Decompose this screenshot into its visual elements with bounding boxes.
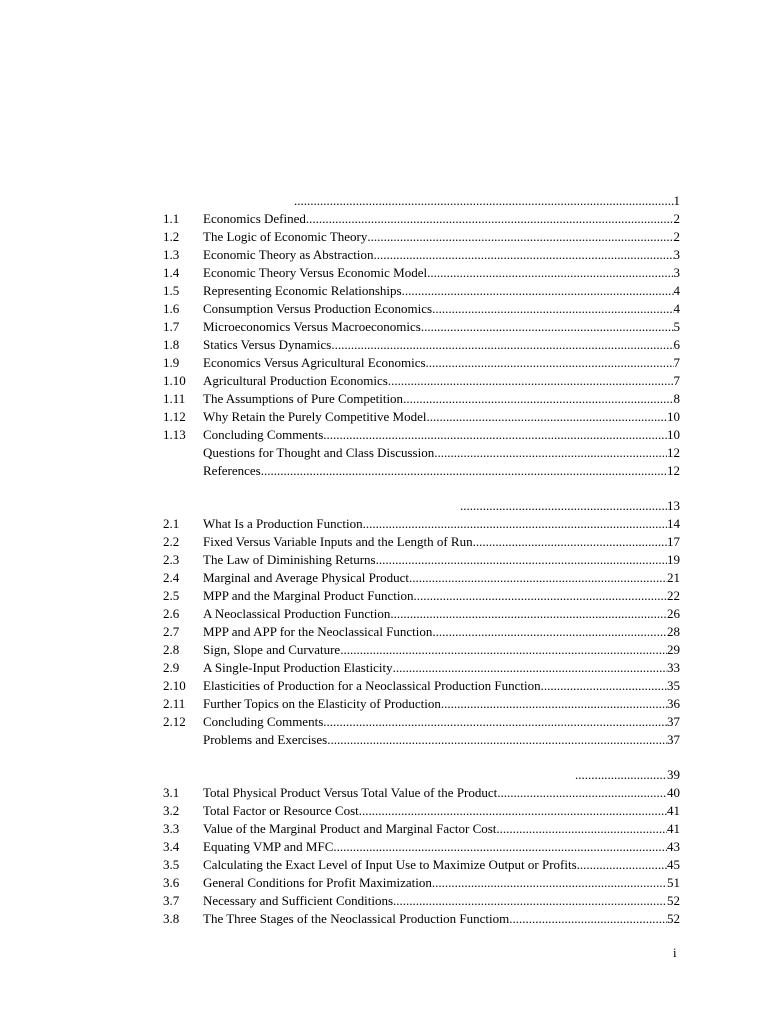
section-page-number: 26	[667, 606, 680, 621]
toc-entry[interactable]	[163, 318, 680, 336]
section-title: Concluding Comments	[203, 427, 324, 442]
dot-leader	[427, 408, 668, 426]
dot-leader	[393, 892, 667, 910]
toc-entry[interactable]	[163, 587, 680, 605]
section-number: 1.1	[163, 211, 180, 226]
toc-entry[interactable]	[163, 838, 680, 856]
section-number: 3.7	[163, 893, 180, 908]
section-page-number: 3	[673, 247, 680, 262]
section-title: Economics Defined	[203, 211, 306, 226]
section-number: 2.1	[163, 516, 180, 531]
dot-leader	[367, 228, 673, 246]
section-page-number: 5	[673, 319, 680, 334]
toc-entry[interactable]	[163, 300, 680, 318]
section-page-number: 7	[673, 373, 680, 388]
toc-entry[interactable]	[163, 820, 680, 838]
section-number: 2.10	[163, 678, 186, 693]
section-title: Microeconomics Versus Macroeconomics	[203, 319, 421, 334]
toc-entry[interactable]	[163, 569, 680, 587]
section-number: 1.8	[163, 337, 180, 352]
chapter-page-number: 1	[673, 193, 680, 208]
toc-entry[interactable]	[163, 533, 680, 551]
toc-entry[interactable]	[163, 874, 680, 892]
section-title: Concluding Comments	[203, 714, 324, 729]
section-number: 1.13	[163, 427, 186, 442]
section-page-number: 4	[673, 283, 680, 298]
section-title: Economic Theory as Abstraction	[203, 247, 374, 262]
toc-entry[interactable]	[163, 336, 680, 354]
toc-entry[interactable]	[163, 228, 680, 246]
section-number: 1.10	[163, 373, 186, 388]
toc-entry[interactable]	[163, 605, 680, 623]
section-title: Problems and Exercises	[203, 732, 328, 747]
section-page-number: 4	[673, 301, 680, 316]
section-page-number: 43	[667, 839, 680, 854]
toc-entry[interactable]	[163, 264, 680, 282]
dot-leader	[376, 551, 667, 569]
section-page-number: 10	[667, 409, 680, 424]
section-page-number: 2	[673, 229, 680, 244]
chapter-page-number: 13	[667, 498, 680, 513]
section-page-number: 28	[667, 624, 680, 639]
section-title: Calculating the Exact Level of Input Use to Maximize Output or Profits	[203, 857, 577, 872]
section-number: 2.8	[163, 642, 180, 657]
toc-entry[interactable]	[163, 354, 680, 372]
section-number: 3.8	[163, 911, 180, 926]
section-page-number: 37	[667, 732, 680, 747]
section-title: Consumption Versus Production Economics	[203, 301, 433, 316]
section-number: 2.4	[163, 570, 180, 585]
dot-leader	[460, 497, 667, 515]
section-title: Total Factor or Resource Cost	[203, 803, 359, 818]
toc-entry[interactable]	[163, 731, 680, 749]
section-title: MPP and APP for the Neoclassical Function	[203, 624, 433, 639]
dot-leader	[261, 462, 667, 480]
section-title: The Law of Diminishing Returns	[203, 552, 376, 567]
section-title: Fixed Versus Variable Inputs and the Length of Run	[203, 534, 473, 549]
section-title: A Neoclassical Production Function	[203, 606, 391, 621]
toc-entry[interactable]	[163, 641, 680, 659]
section-number: 3.1	[163, 785, 180, 800]
dot-leader	[323, 426, 667, 444]
section-number: 1.11	[163, 391, 186, 406]
section-number: 2.9	[163, 660, 180, 675]
toc-entry[interactable]	[163, 713, 680, 731]
toc-entry[interactable]	[163, 372, 680, 390]
section-number: 2.12	[163, 714, 186, 729]
section-title: Why Retain the Purely Competitive Model	[203, 409, 427, 424]
section-number: 3.6	[163, 875, 180, 890]
section-title: Further Topics on the Elasticity of Production	[203, 696, 441, 711]
section-title: MPP and the Marginal Product Function	[203, 588, 414, 603]
section-page-number: 29	[667, 642, 680, 657]
toc-entry[interactable]	[163, 623, 680, 641]
dot-leader	[496, 820, 667, 838]
section-number: 1.12	[163, 409, 186, 424]
dot-leader	[414, 587, 667, 605]
toc-entry[interactable]	[163, 892, 680, 910]
section-number: 1.9	[163, 355, 180, 370]
toc-entry[interactable]	[163, 659, 680, 677]
section-number: 3.4	[163, 839, 180, 854]
dot-leader	[427, 264, 673, 282]
section-number: 2.5	[163, 588, 180, 603]
section-title: References	[203, 463, 261, 478]
section-gap	[163, 480, 680, 497]
table-of-contents	[163, 192, 680, 928]
toc-entry[interactable]	[163, 695, 680, 713]
dot-leader	[432, 623, 667, 641]
section-title: Marginal and Average Physical Product	[203, 570, 410, 585]
section-page-number: 17	[667, 534, 680, 549]
section-number: 3.2	[163, 803, 180, 818]
section-page-number: 22	[667, 588, 680, 603]
chapter-heading-row	[163, 766, 680, 784]
section-title: Equating VMP and MFC	[203, 839, 334, 854]
toc-entry[interactable]	[163, 802, 680, 820]
section-title: Elasticities of Production for a Neoclassical Production Function	[203, 678, 541, 693]
dot-leader	[359, 802, 667, 820]
chapter-heading-row	[163, 192, 680, 210]
dot-leader	[409, 569, 667, 587]
section-page-number: 2	[673, 211, 680, 226]
section-page-number: 52	[667, 893, 680, 908]
dot-leader	[402, 282, 674, 300]
section-title: General Conditions for Profit Maximization	[203, 875, 432, 890]
section-title: Economics Versus Agricultural Economics	[203, 355, 426, 370]
section-number: 1.7	[163, 319, 180, 334]
dot-leader	[421, 318, 674, 336]
section-page-number: 19	[667, 552, 680, 567]
section-page-number: 41	[667, 821, 680, 836]
dot-leader	[388, 372, 674, 390]
dot-leader	[434, 444, 667, 462]
section-page-number: 45	[667, 857, 680, 872]
section-title: Representing Economic Relationships	[203, 283, 402, 298]
section-page-number: 12	[667, 445, 680, 460]
toc-entry[interactable]	[163, 784, 680, 802]
section-title: Questions for Thought and Class Discussion	[203, 445, 435, 460]
dot-leader	[323, 713, 667, 731]
dot-leader	[541, 677, 667, 695]
dot-leader	[390, 605, 667, 623]
page-number: i	[673, 945, 677, 960]
section-page-number: 21	[667, 570, 680, 585]
section-page-number: 36	[667, 696, 680, 711]
section-number: 2.3	[163, 552, 180, 567]
section-page-number: 8	[673, 391, 680, 406]
section-title: Value of the Marginal Product and Marginal Factor Cost	[203, 821, 497, 836]
dot-leader	[577, 856, 667, 874]
toc-entry[interactable]	[163, 282, 680, 300]
toc-entry[interactable]	[163, 910, 680, 928]
toc-entry[interactable]	[163, 462, 680, 480]
section-page-number: 6	[673, 337, 680, 352]
section-title: A Single-Input Production Elasticity	[203, 660, 393, 675]
section-number: 2.6	[163, 606, 180, 621]
toc-entry[interactable]	[163, 677, 680, 695]
toc-entry[interactable]	[163, 426, 680, 444]
section-number: 1.6	[163, 301, 180, 316]
section-number: 1.4	[163, 265, 180, 280]
dot-leader	[340, 641, 667, 659]
chapter-heading-row	[163, 497, 680, 515]
dot-leader	[294, 192, 674, 210]
section-number: 3.5	[163, 857, 180, 872]
dot-leader	[333, 838, 667, 856]
section-page-number: 12	[667, 463, 680, 478]
section-title: Economic Theory Versus Economic Model	[203, 265, 428, 280]
dot-leader	[306, 210, 674, 228]
section-page-number: 41	[667, 803, 680, 818]
dot-leader	[432, 874, 667, 892]
section-page-number: 7	[673, 355, 680, 370]
dot-leader	[403, 390, 673, 408]
section-title: Sign, Slope and Curvature	[203, 642, 341, 657]
dot-leader	[497, 784, 667, 802]
dot-leader	[473, 533, 667, 551]
section-page-number: 35	[667, 678, 680, 693]
toc-entry[interactable]	[163, 390, 680, 408]
dot-leader	[327, 731, 667, 749]
toc-entry[interactable]	[163, 408, 680, 426]
dot-leader	[374, 246, 674, 264]
section-title: The Assumptions of Pure Competition	[203, 391, 404, 406]
section-gap	[163, 749, 680, 766]
section-page-number: 51	[667, 875, 680, 890]
dot-leader	[575, 766, 667, 784]
toc-entry[interactable]	[163, 856, 680, 874]
dot-leader	[331, 336, 673, 354]
section-page-number: 14	[667, 516, 680, 531]
section-title: Necessary and Sufficient Conditions	[203, 893, 394, 908]
section-title: The Logic of Economic Theory	[203, 229, 368, 244]
dot-leader	[432, 300, 673, 318]
toc-entry[interactable]	[163, 515, 680, 533]
section-title: Total Physical Product Versus Total Value of the Product	[203, 785, 498, 800]
toc-entry[interactable]	[163, 444, 680, 462]
section-number: 1.3	[163, 247, 180, 262]
section-title: Agricultural Production Economics	[203, 373, 388, 388]
section-number: 1.2	[163, 229, 180, 244]
dot-leader	[393, 659, 667, 677]
chapter-page-number: 39	[667, 767, 680, 782]
section-title: The Three Stages of the Neoclassical Production Functiom	[203, 911, 510, 926]
section-page-number: 40	[667, 785, 680, 800]
toc-entry[interactable]	[163, 246, 680, 264]
dot-leader	[441, 695, 667, 713]
section-page-number: 52	[667, 911, 680, 926]
section-number: 2.7	[163, 624, 180, 639]
section-page-number: 37	[667, 714, 680, 729]
section-title: What Is a Production Function	[203, 516, 363, 531]
section-number: 3.3	[163, 821, 180, 836]
section-title: Statics Versus Dynamics	[203, 337, 332, 352]
section-number: 1.5	[163, 283, 180, 298]
section-number: 2.2	[163, 534, 180, 549]
section-page-number: 33	[667, 660, 680, 675]
toc-entry[interactable]	[163, 210, 680, 228]
section-page-number: 10	[667, 427, 680, 442]
toc-entry[interactable]	[163, 551, 680, 569]
dot-leader	[363, 515, 667, 533]
dot-leader	[509, 910, 667, 928]
section-page-number: 3	[673, 265, 680, 280]
section-number: 2.11	[163, 696, 186, 711]
dot-leader	[426, 354, 674, 372]
